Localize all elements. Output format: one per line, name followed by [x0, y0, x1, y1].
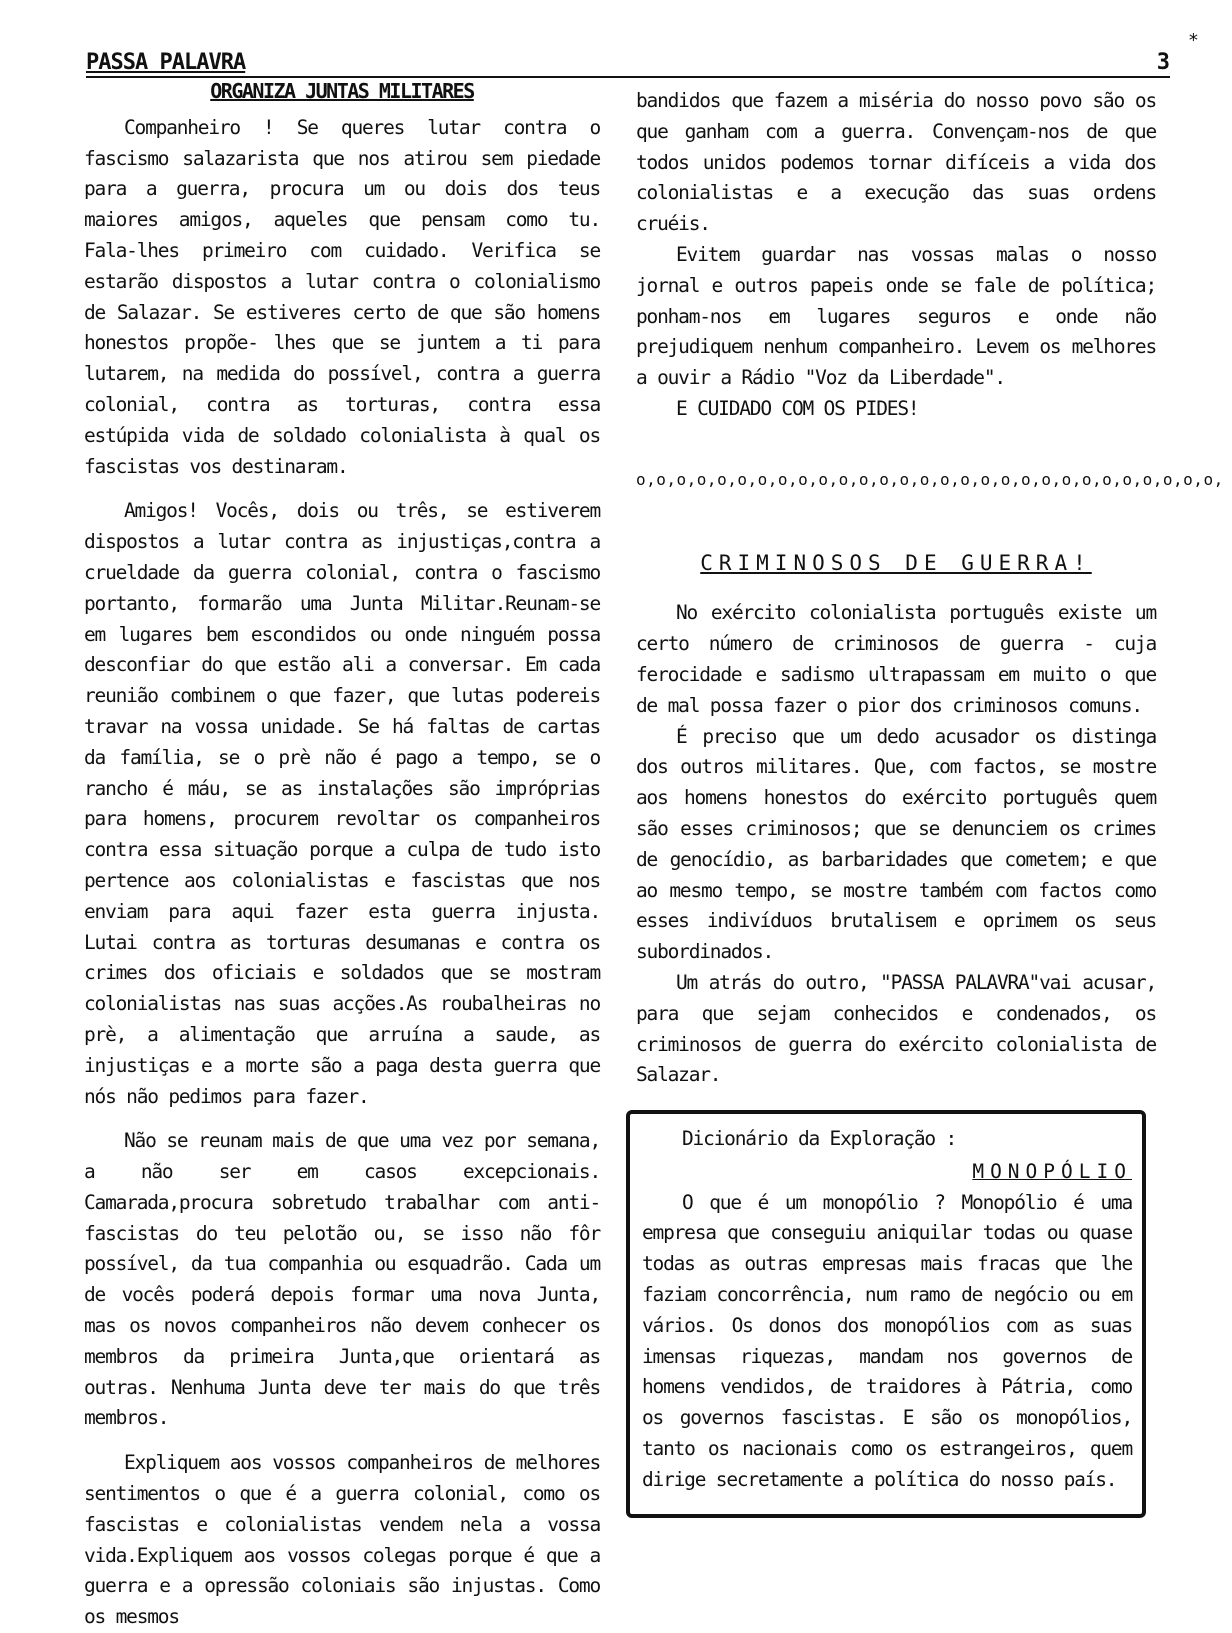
continuation-paragraph: Evitem guardar nas vossas malas o nosso jornal e outros papeis onde se fale de política; ponham-nos em lugares seguros e onde não prejudiquem nenhum companheiro. Levem os melhores a ouvir a Rádio "Voz da Liberdade".: [636, 242, 1156, 390]
article-paragraph: Companheiro ! Se queres lutar contra o fascismo salazarista que nos atirou sem piedade para a guerra, procura um ou dois dos teus maiores amigos, aqueles que pensam como tu. Fala-lhes primeiro com cuidado. Verifica se estarão dispostos a lutar contra o colonialismo de Salazar. Se estiveres certo de que são homens honestos propõe- lhes que se juntem a ti para lutarem, na medida do possível, contra a guerra colonial, contra as torturas, contra essa estúpida vida de soldado colonialista à qual os fascistas vos destinaram.: [84, 115, 600, 478]
continuation-paragraph: bandidos que fazem a miséria do nosso povo são os que ganham com a guerra. Convençam-nos de que todos unidos podemos tornar difíceis a vida dos colonialistas e a execução das suas ordens cruéis.: [636, 89, 1156, 236]
dictionary-term: MONOPÓLIO: [972, 1159, 1132, 1183]
page-number: 3: [1156, 50, 1170, 75]
paragraph-gap: [84, 482, 600, 496]
paragraph-gap: [84, 1434, 600, 1448]
newspaper-title: PASSA PALAVRA: [86, 50, 246, 75]
article-paragraph: Um atrás do outro, "PASSA PALAVRA"vai acusar, para que sejam conhecidos e condenados, os criminosos de guerra do exército colonialista de Salazar.: [636, 970, 1156, 1087]
article-paragraph: No exército colonialista português existe um certo número de criminosos de guerra - cuja ferocidade e sadismo ultrapassam em muito o que de mal possa fazer o pior dos criminosos comuns.: [636, 601, 1156, 717]
dictionary-box: [626, 1110, 1146, 1518]
article-title-juntas: ORGANIZA JUNTAS MILITARES: [210, 79, 474, 103]
article-paragraph: Amigos! Vocês, dois ou três, se estiverem dispostos a lutar contra as injustiças,contra a crueldade da guerra colonial, contra o fascismo portanto, formarão uma Junta Militar.Reunam-se em lugares bem escondidos ou onde ninguém possa desconfiar do que estão ali a conversar. Em cada reunião combinem o que fazer, que lutas podereis travar na vossa unidade. Se há faltas de cartas da família, se o prè não é pago a tempo, se o rancho é máu, se as instalações são impróprias para homens, procurem revoltar os companheiros contra essa situação porque a culpa de tudo isto pertence aos colonialistas e fascistas que nos enviam para aqui fazer esta guerra injusta. Lutai contra as torturas desumanas e contra os crimes dos oficiais e soldados que se mostram colonialistas nas suas acções.As roubalheiras no prè, a alimentação que arruína a saude, as injustiças e a morte são a paga desta guerra que nós não pedimos para fazer.: [84, 499, 600, 1108]
page-header: [86, 50, 1170, 78]
dictionary-text: O que é um monopólio ? Monopólio é uma empresa que conseguiu aniquilar todas ou quase todas as outras empresas mais fracas que lhe faziam concorrência, num ramo de negócio ou em vários. Os donos dos monopólios com as suas imensas riquezas, mandam nos governos de homens vendidos, de traidores à Pátria, como os governos fascistas. E são os monopólios, tanto os nacionais como os estrangeiros, quem dirige secretamente a política do nosso país.: [642, 1190, 1132, 1491]
warning-line: E CUIDADO COM OS PIDES!: [676, 396, 919, 420]
article-paragraph: É preciso que um dedo acusador os distinga dos outros militares. Que, com factos, se mostre aos homens honestos do exército português quem são esses criminosos; que se denunciem os crimes de genocídio, as barbaridades que cometem; e que ao mesmo tempo, se mostre também com factos como esses indivíduos brutalisem e oprimem os seus subordinados.: [636, 724, 1156, 964]
left-column: [84, 76, 600, 1633]
ornament-divider: o,o,o,o,o,o,o,o,o,o,o,o,o,o,o,o,o,o,o,o,o,o,o,o,o,o,o,o,o,: [636, 469, 1224, 489]
paragraph-gap: [84, 1112, 600, 1126]
right-column: [636, 86, 1224, 1091]
dictionary-heading: Dicionário da Exploração :: [682, 1127, 957, 1150]
margin-mark: *: [1188, 30, 1199, 51]
article-title-criminosos: CRIMINOSOS DE GUERRA!: [700, 550, 1092, 575]
article-paragraph: Não se reunam mais de que uma vez por semana, a não ser em casos excepcionais. Camarada,procura sobretudo trabalhar com anti-fascistas do teu pelotão ou, se isso não fôr possível, da tua companhia ou esquadrão. Cada um de vocês poderá depois formar uma nova Junta, mas os novos companheiros não devem conhecer os membros da primeira Junta,que orientará as outras. Nenhuma Junta deve ter mais do que três membros.: [84, 1129, 600, 1430]
article-paragraph: Expliquem aos vossos companheiros de melhores sentimentos o que é a guerra colonial, como os fascistas e colonialistas vendem nela a vossa vida.Expliquem aos vossos colegas porque é que a guerra e a opressão coloniais são injustas. Como os mesmos: [84, 1451, 600, 1629]
